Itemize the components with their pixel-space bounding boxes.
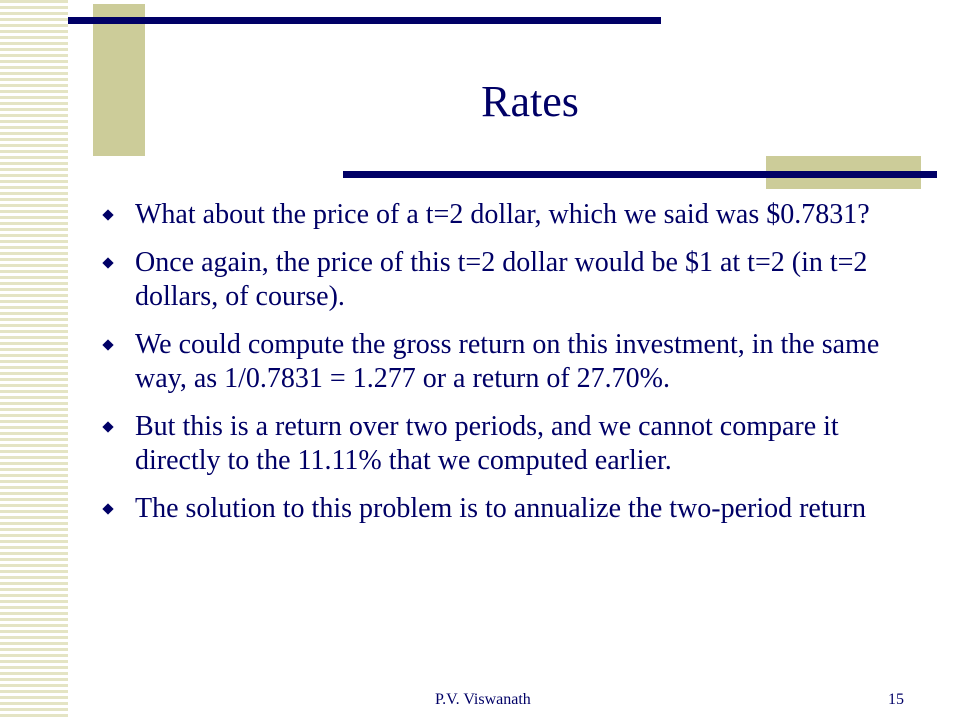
bullet-item xyxy=(104,410,904,478)
bullet-text: But this is a return over two periods, and we cannot compare it directly to the 11.11% that we computed earlier. xyxy=(135,411,839,476)
diamond-bullet-icon xyxy=(102,339,113,350)
slide-title: Rates xyxy=(481,77,579,126)
diamond-bullet-icon xyxy=(102,421,113,432)
bullet-item xyxy=(104,492,904,526)
bullet-text: We could compute the gross return on this investment, in the same way, as 1/0.7831 = 1.277 or a return of 27.70%. xyxy=(135,329,880,394)
bullet-item xyxy=(104,246,904,314)
bullet-text: Once again, the price of this t=2 dollar would be $1 at t=2 (in t=2 dollars, of course). xyxy=(135,247,868,312)
bullet-text: The solution to this problem is to annualize the two-period return xyxy=(135,493,866,524)
page-number: 15 xyxy=(888,691,904,708)
diamond-bullet-icon xyxy=(102,503,113,514)
diamond-bullet-icon xyxy=(102,209,113,220)
bullet-item xyxy=(104,198,904,232)
decorative-title-rule xyxy=(343,171,937,178)
diamond-bullet-icon xyxy=(102,257,113,268)
footer-author: P.V. Viswanath xyxy=(435,691,531,708)
decorative-top-rule xyxy=(68,17,661,24)
bullet-item xyxy=(104,328,904,396)
striped-margin xyxy=(0,0,68,720)
bullet-list xyxy=(104,198,904,540)
bullet-text: What about the price of a t=2 dollar, which we said was $0.7831? xyxy=(135,199,870,230)
decorative-top-block xyxy=(93,4,145,156)
